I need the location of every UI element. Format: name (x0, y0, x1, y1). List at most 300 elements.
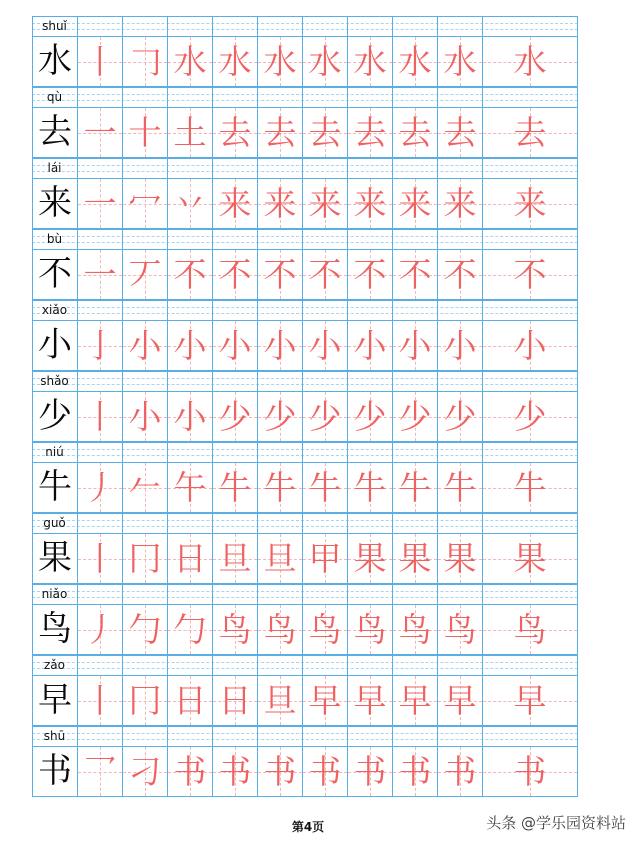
stroke-order-cell (347, 107, 393, 158)
stroke-step: 乛 (83, 752, 117, 791)
stroke-step: 不 (263, 255, 297, 294)
stroke-step: 丷 (173, 184, 207, 223)
stroke-step: 去 (353, 113, 387, 152)
stroke-step: 小 (173, 326, 207, 365)
pinyin-strip (32, 87, 578, 107)
stroke-step: 来 (308, 184, 342, 223)
stroke-step: 牛 (443, 468, 477, 507)
pinyin-divider (302, 513, 303, 533)
pinyin-divider (122, 442, 123, 462)
pinyin-divider (347, 513, 348, 533)
stroke-step: 丿 (83, 610, 117, 649)
pinyin-divider (212, 16, 213, 36)
practice-row (32, 158, 578, 229)
pinyin-divider (392, 300, 393, 320)
pinyin-divider (482, 87, 483, 107)
stroke-step: 小 (263, 326, 297, 365)
pinyin-divider (122, 229, 123, 249)
stroke-order-cell (77, 249, 123, 300)
stroke-order-cell (437, 249, 483, 300)
stroke-step: 不 (308, 255, 342, 294)
stroke-step: 早 (308, 681, 342, 720)
stroke-step: 旦 (263, 681, 297, 720)
practice-row (32, 87, 578, 158)
practice-row (32, 229, 578, 300)
stroke-step: 少 (263, 397, 297, 436)
stroke-order-cell (122, 462, 168, 513)
stroke-step: 鸟 (353, 610, 387, 649)
stroke-order-cell (257, 178, 303, 229)
pinyin-divider (577, 726, 578, 746)
pinyin-guide-line (32, 307, 578, 308)
pinyin-divider (347, 300, 348, 320)
model-character-cell (32, 533, 78, 584)
pinyin-strip (32, 655, 578, 675)
stroke-step: 果 (443, 539, 477, 578)
pinyin-divider (347, 229, 348, 249)
stroke-step: 水 (263, 42, 297, 81)
model-character-cell (32, 249, 78, 300)
pinyin-guide-line (32, 171, 578, 172)
stroke-step: 少 (443, 397, 477, 436)
pinyin-divider (167, 371, 168, 391)
stroke-step: 牛 (513, 468, 547, 507)
pinyin-label: bù (46, 232, 63, 246)
pinyin-divider (577, 300, 578, 320)
pinyin-guide-line (32, 455, 578, 456)
pinyin-strip (32, 16, 578, 36)
stroke-step: 书 (353, 752, 387, 791)
stroke-step: 小 (398, 326, 432, 365)
stroke-step: 水 (398, 42, 432, 81)
stroke-order-cell (167, 462, 213, 513)
stroke-order-cell (302, 746, 348, 797)
stroke-order-cell (437, 107, 483, 158)
pinyin-divider (212, 442, 213, 462)
model-character: 来 (38, 183, 72, 223)
stroke-step: 冂 (128, 539, 162, 578)
pinyin-divider (77, 655, 78, 675)
stroke-step: 丨 (83, 397, 117, 436)
stroke-order-cell (392, 462, 438, 513)
stroke-step: 不 (398, 255, 432, 294)
pinyin-divider (212, 513, 213, 533)
pinyin-divider (212, 371, 213, 391)
pinyin-label: shuǐ (42, 19, 67, 33)
pinyin-divider (577, 229, 578, 249)
stroke-step: 不 (173, 255, 207, 294)
pinyin-divider (257, 655, 258, 675)
pinyin-divider (392, 87, 393, 107)
stroke-order-cell (257, 249, 303, 300)
stroke-step: 来 (398, 184, 432, 223)
pinyin-divider (302, 371, 303, 391)
pinyin-guide-line (32, 242, 578, 243)
stroke-step: 少 (308, 397, 342, 436)
pinyin-divider (122, 300, 123, 320)
pinyin-line (32, 87, 578, 88)
pinyin-divider (122, 513, 123, 533)
pinyin-guide-line (32, 449, 578, 450)
stroke-order-cell (482, 462, 578, 513)
stroke-order-cell (167, 107, 213, 158)
stroke-order-cell (482, 746, 578, 797)
stroke-step: 去 (443, 113, 477, 152)
stroke-order-cell (482, 391, 578, 442)
pinyin-divider (347, 87, 348, 107)
stroke-step: 早 (398, 681, 432, 720)
stroke-step: 鸟 (218, 610, 252, 649)
stroke-order-cell (347, 604, 393, 655)
stroke-order-cell (437, 320, 483, 371)
stroke-step: 日 (173, 539, 207, 578)
stroke-order-cell (212, 533, 258, 584)
pinyin-divider (77, 371, 78, 391)
pinyin-divider (437, 158, 438, 178)
stroke-order-cell (122, 533, 168, 584)
pinyin-divider (77, 158, 78, 178)
pinyin-line (32, 584, 578, 585)
stroke-step: 去 (398, 113, 432, 152)
pinyin-divider (482, 584, 483, 604)
stroke-order-cell (257, 462, 303, 513)
pinyin-divider (167, 584, 168, 604)
stroke-order-cell (167, 533, 213, 584)
stroke-order-cell (122, 249, 168, 300)
pinyin-divider (167, 442, 168, 462)
stroke-order-cell (122, 604, 168, 655)
stroke-step: 日 (218, 681, 252, 720)
stroke-step: 少 (398, 397, 432, 436)
stroke-order-cell (257, 391, 303, 442)
pinyin-divider (122, 87, 123, 107)
stroke-step: 小 (173, 397, 207, 436)
stroke-order-cell (212, 320, 258, 371)
pinyin-divider (482, 158, 483, 178)
pinyin-divider (392, 655, 393, 675)
practice-row (32, 300, 578, 371)
pinyin-divider (302, 726, 303, 746)
pinyin-label: niǎo (41, 587, 68, 601)
pinyin-label: niú (45, 445, 64, 459)
pinyin-divider (347, 726, 348, 746)
pinyin-strip (32, 158, 578, 178)
pinyin-guide-line (32, 165, 578, 166)
stroke-step: 来 (353, 184, 387, 223)
stroke-order-cell (167, 36, 213, 87)
model-character: 去 (38, 112, 72, 152)
pinyin-divider (347, 584, 348, 604)
stroke-step: 丨 (83, 539, 117, 578)
stroke-step: 早 (443, 681, 477, 720)
pinyin-divider (392, 371, 393, 391)
pinyin-divider (167, 87, 168, 107)
pinyin-divider (347, 16, 348, 36)
stroke-step: 牛 (398, 468, 432, 507)
stroke-order-cell (482, 178, 578, 229)
pinyin-divider (577, 87, 578, 107)
stroke-step: 果 (513, 539, 547, 578)
pinyin-line (32, 16, 578, 17)
pinyin-divider (437, 513, 438, 533)
stroke-order-cell (392, 107, 438, 158)
pinyin-divider (257, 513, 258, 533)
stroke-order-cell (257, 675, 303, 726)
stroke-step: 小 (218, 326, 252, 365)
pinyin-divider (77, 513, 78, 533)
pinyin-divider (167, 513, 168, 533)
stroke-order-cell (482, 675, 578, 726)
pinyin-divider (167, 655, 168, 675)
pinyin-divider (437, 584, 438, 604)
stroke-step: 一 (83, 184, 117, 223)
pinyin-divider (577, 584, 578, 604)
stroke-step: 小 (128, 326, 162, 365)
pinyin-divider (392, 16, 393, 36)
pinyin-divider (577, 513, 578, 533)
practice-row (32, 655, 578, 726)
stroke-step: 果 (398, 539, 432, 578)
stroke-order-cell (77, 462, 123, 513)
practice-row (32, 371, 578, 442)
stroke-step: 土 (173, 113, 207, 152)
pinyin-divider (212, 300, 213, 320)
pinyin-guide-line (32, 236, 578, 237)
pinyin-label: xiǎo (41, 303, 68, 317)
pinyin-divider (437, 726, 438, 746)
model-character-cell (32, 746, 78, 797)
stroke-order-cell (77, 533, 123, 584)
watermark: 头条 @学乐园资料站 (486, 814, 626, 832)
stroke-step: 丨 (83, 42, 117, 81)
pinyin-divider (392, 584, 393, 604)
stroke-order-cell (167, 604, 213, 655)
stroke-step: 书 (308, 752, 342, 791)
stroke-order-cell (122, 675, 168, 726)
stroke-step: 不 (443, 255, 477, 294)
stroke-step: 小 (353, 326, 387, 365)
pinyin-divider (122, 158, 123, 178)
stroke-order-cell (257, 320, 303, 371)
pinyin-divider (347, 158, 348, 178)
stroke-step: 少 (353, 397, 387, 436)
model-character-cell (32, 36, 78, 87)
stroke-order-cell (212, 462, 258, 513)
pinyin-guide-line (32, 29, 578, 30)
pinyin-divider (212, 87, 213, 107)
model-character-cell (32, 178, 78, 229)
pinyin-guide-line (32, 384, 578, 385)
stroke-step: 丨 (83, 681, 117, 720)
stroke-step: 书 (443, 752, 477, 791)
pinyin-divider (77, 300, 78, 320)
stroke-step: 来 (218, 184, 252, 223)
pinyin-divider (392, 158, 393, 178)
model-character: 鸟 (38, 609, 72, 649)
stroke-step: 鸟 (513, 610, 547, 649)
stroke-order-cell (302, 107, 348, 158)
pinyin-line (32, 726, 578, 727)
model-character-cell (32, 462, 78, 513)
stroke-step: 牛 (308, 468, 342, 507)
model-character-cell (32, 320, 78, 371)
stroke-order-cell (212, 391, 258, 442)
model-character: 少 (38, 396, 72, 436)
stroke-order-cell (257, 746, 303, 797)
stroke-step: 牛 (218, 468, 252, 507)
pinyin-divider (212, 726, 213, 746)
pinyin-divider (212, 158, 213, 178)
stroke-order-cell (392, 746, 438, 797)
pinyin-guide-line (32, 733, 578, 734)
stroke-order-cell (302, 533, 348, 584)
stroke-order-cell (212, 604, 258, 655)
stroke-step: 冂 (128, 681, 162, 720)
stroke-order-cell (347, 36, 393, 87)
stroke-step: 勹 (173, 610, 207, 649)
pinyin-divider (437, 300, 438, 320)
stroke-order-cell (437, 36, 483, 87)
pinyin-guide-line (32, 591, 578, 592)
stroke-order-cell (122, 107, 168, 158)
pinyin-divider (212, 229, 213, 249)
pinyin-divider (77, 16, 78, 36)
practice-row (32, 726, 578, 797)
stroke-order-cell (482, 249, 578, 300)
pinyin-divider (482, 229, 483, 249)
pinyin-line (32, 229, 578, 230)
stroke-order-cell (482, 604, 578, 655)
practice-row (32, 16, 578, 87)
stroke-step: 去 (513, 113, 547, 152)
pinyin-divider (77, 584, 78, 604)
pinyin-divider (482, 371, 483, 391)
pinyin-divider (257, 87, 258, 107)
pinyin-divider (437, 16, 438, 36)
pinyin-divider (122, 584, 123, 604)
stroke-order-cell (482, 533, 578, 584)
pinyin-divider (482, 300, 483, 320)
stroke-step: 果 (353, 539, 387, 578)
pinyin-divider (167, 726, 168, 746)
stroke-order-cell (347, 533, 393, 584)
pinyin-strip (32, 513, 578, 533)
pinyin-guide-line (32, 378, 578, 379)
stroke-order-cell (212, 178, 258, 229)
stroke-order-cell (482, 320, 578, 371)
stroke-order-cell (347, 249, 393, 300)
stroke-order-cell (167, 320, 213, 371)
pinyin-line (32, 371, 578, 372)
pinyin-line (32, 655, 578, 656)
page-number: 第4页 (291, 820, 325, 834)
stroke-order-cell (77, 391, 123, 442)
pinyin-divider (482, 513, 483, 533)
stroke-order-cell (302, 320, 348, 371)
stroke-order-cell (302, 36, 348, 87)
stroke-order-cell (77, 107, 123, 158)
pinyin-guide-line (32, 23, 578, 24)
stroke-order-cell (437, 533, 483, 584)
pinyin-divider (122, 655, 123, 675)
model-character-cell (32, 107, 78, 158)
practice-row (32, 584, 578, 655)
pinyin-line (32, 158, 578, 159)
stroke-order-cell (167, 249, 213, 300)
stroke-step: 少 (513, 397, 547, 436)
stroke-step: 十 (128, 113, 162, 152)
stroke-step: 来 (443, 184, 477, 223)
stroke-order-cell (437, 391, 483, 442)
stroke-order-cell (122, 320, 168, 371)
stroke-order-cell (77, 36, 123, 87)
pinyin-guide-line (32, 739, 578, 740)
practice-grid (32, 16, 578, 798)
pinyin-divider (437, 87, 438, 107)
stroke-step: 水 (218, 42, 252, 81)
stroke-order-cell (482, 107, 578, 158)
pinyin-divider (302, 158, 303, 178)
stroke-step: 去 (308, 113, 342, 152)
pinyin-label: guǒ (43, 516, 66, 530)
stroke-step: 日 (173, 681, 207, 720)
stroke-order-cell (347, 391, 393, 442)
stroke-order-cell (392, 391, 438, 442)
pinyin-guide-line (32, 100, 578, 101)
pinyin-divider (77, 229, 78, 249)
stroke-order-cell (122, 178, 168, 229)
stroke-order-cell (212, 675, 258, 726)
pinyin-divider (302, 87, 303, 107)
stroke-step: 刁 (128, 752, 162, 791)
pinyin-divider (482, 655, 483, 675)
stroke-step: 丿 (83, 468, 117, 507)
stroke-order-cell (302, 391, 348, 442)
stroke-step: 丆 (128, 255, 162, 294)
stroke-step: 冖 (128, 184, 162, 223)
stroke-order-cell (347, 675, 393, 726)
stroke-step: 少 (218, 397, 252, 436)
stroke-order-cell (302, 604, 348, 655)
stroke-order-cell (257, 36, 303, 87)
stroke-order-cell (122, 391, 168, 442)
pinyin-divider (77, 726, 78, 746)
stroke-step: 来 (263, 184, 297, 223)
pinyin-divider (437, 229, 438, 249)
pinyin-divider (302, 16, 303, 36)
pinyin-divider (257, 229, 258, 249)
pinyin-guide-line (32, 597, 578, 598)
stroke-step: 早 (353, 681, 387, 720)
stroke-order-cell (212, 746, 258, 797)
stroke-step: 旦 (263, 539, 297, 578)
stroke-order-cell (347, 178, 393, 229)
stroke-step: 书 (218, 752, 252, 791)
pinyin-divider (167, 300, 168, 320)
stroke-step: 勹 (128, 610, 162, 649)
pinyin-line (32, 300, 578, 301)
stroke-step: 不 (218, 255, 252, 294)
stroke-order-cell (212, 107, 258, 158)
pinyin-divider (437, 442, 438, 462)
stroke-order-cell (392, 604, 438, 655)
pinyin-guide-line (32, 520, 578, 521)
stroke-order-cell (482, 36, 578, 87)
stroke-step: 鸟 (398, 610, 432, 649)
stroke-order-cell (347, 462, 393, 513)
pinyin-divider (257, 300, 258, 320)
stroke-step: 早 (513, 681, 547, 720)
